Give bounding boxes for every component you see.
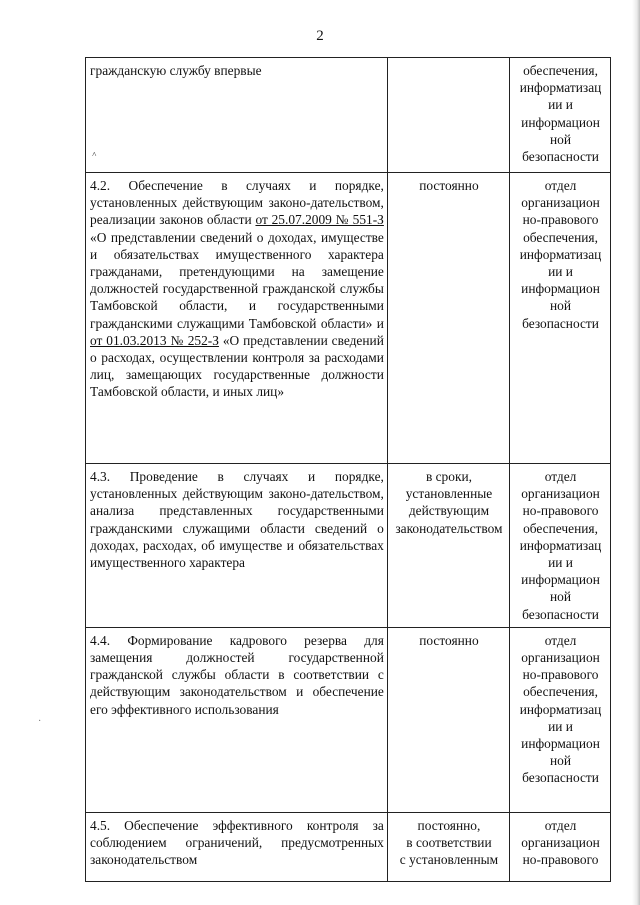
term-text: постоянно, в соответствии с установленным: [399, 817, 499, 868]
task-text: «О представлении сведений о доходах, имуществе и обязательствах имущественного характера гражданами, претендующими на замещение должностей государственной гражданской службы Тамбовской области, и государственными гражданскими служащими Тамбовской области» и: [90, 229, 384, 331]
task-text: 4.4. Формирование кадрового резерва для замещения должностей государственной гражданской службы области в соответствии с действующим законодательством и обеспечение его эффективного использования: [90, 632, 384, 717]
term-text: постоянно: [419, 178, 479, 193]
term-cell: [387, 464, 509, 628]
task-cell: [86, 464, 388, 628]
table-row: [86, 627, 611, 812]
law-reference-link[interactable]: от 25.07.2009 № 551-З: [255, 212, 384, 228]
table-row: [86, 173, 611, 464]
task-cell: [86, 173, 388, 464]
task-text: «О представлении сведений о расходах, осуществлении контроля за расходами лиц, замещающих государственные должности Тамбовской области, и иных лиц»: [90, 332, 384, 400]
responsible-text: отдел организацион но-правового: [521, 817, 600, 868]
stray-mark: ˄: [92, 150, 97, 159]
responsible-cell: [510, 58, 611, 173]
responsible-cell: [510, 627, 611, 812]
page-number: 2: [316, 28, 324, 44]
term-text: постоянно: [419, 632, 479, 648]
term-text: в сроки, установленные действующим законодательством: [395, 469, 503, 536]
term-cell: [387, 627, 509, 812]
table-row: [86, 58, 611, 173]
task-cell: [86, 812, 388, 881]
law-reference-link[interactable]: от 01.03.2013 № 252-З: [90, 332, 219, 348]
responsible-cell: [510, 464, 611, 628]
responsible-cell: [510, 173, 611, 464]
scan-edge-shadow: [632, 0, 640, 905]
task-text: 4.5. Обеспечение эффективного контроля за соблюдением ограничений, предусмотренных законодательством: [90, 817, 384, 868]
task-text: 4.3. Проведение в случаях и порядке, установленных действующим законо-дательством, анализа представленных государственными гражданскими служащими области сведений о доходах, расходах, об имуществе и обязательствах имущественного характера: [90, 469, 384, 571]
responsible-text: обеспечения, информатизац ии и информацион ной безопасности: [519, 63, 602, 165]
task-cell: [86, 627, 388, 812]
responsible-text: отдел организацион но-правового обеспечения, информатизац ии и информацион ной безопасности: [519, 632, 602, 786]
task-cell: [86, 58, 388, 173]
task-text: 4.2. Обеспечение в случаях и порядке, установленных действующим законо-дательством, реализации законов области: [90, 178, 384, 228]
responsible-cell: [510, 812, 611, 881]
term-cell: [387, 58, 509, 173]
term-cell: [387, 812, 509, 881]
plan-table: [85, 57, 611, 882]
responsible-text: отдел организацион но-правового обеспечения, информатизац ии и информацион ной безопасности: [519, 178, 602, 331]
margin-mark: ·: [38, 716, 42, 727]
table-row: [86, 812, 611, 881]
table-row: [86, 464, 611, 628]
task-text: гражданскую службу впервые: [90, 63, 262, 78]
term-cell: [387, 173, 509, 464]
responsible-text: отдел организацион но-правового обеспечения, информатизац ии и информацион ной безопасности: [519, 469, 602, 622]
